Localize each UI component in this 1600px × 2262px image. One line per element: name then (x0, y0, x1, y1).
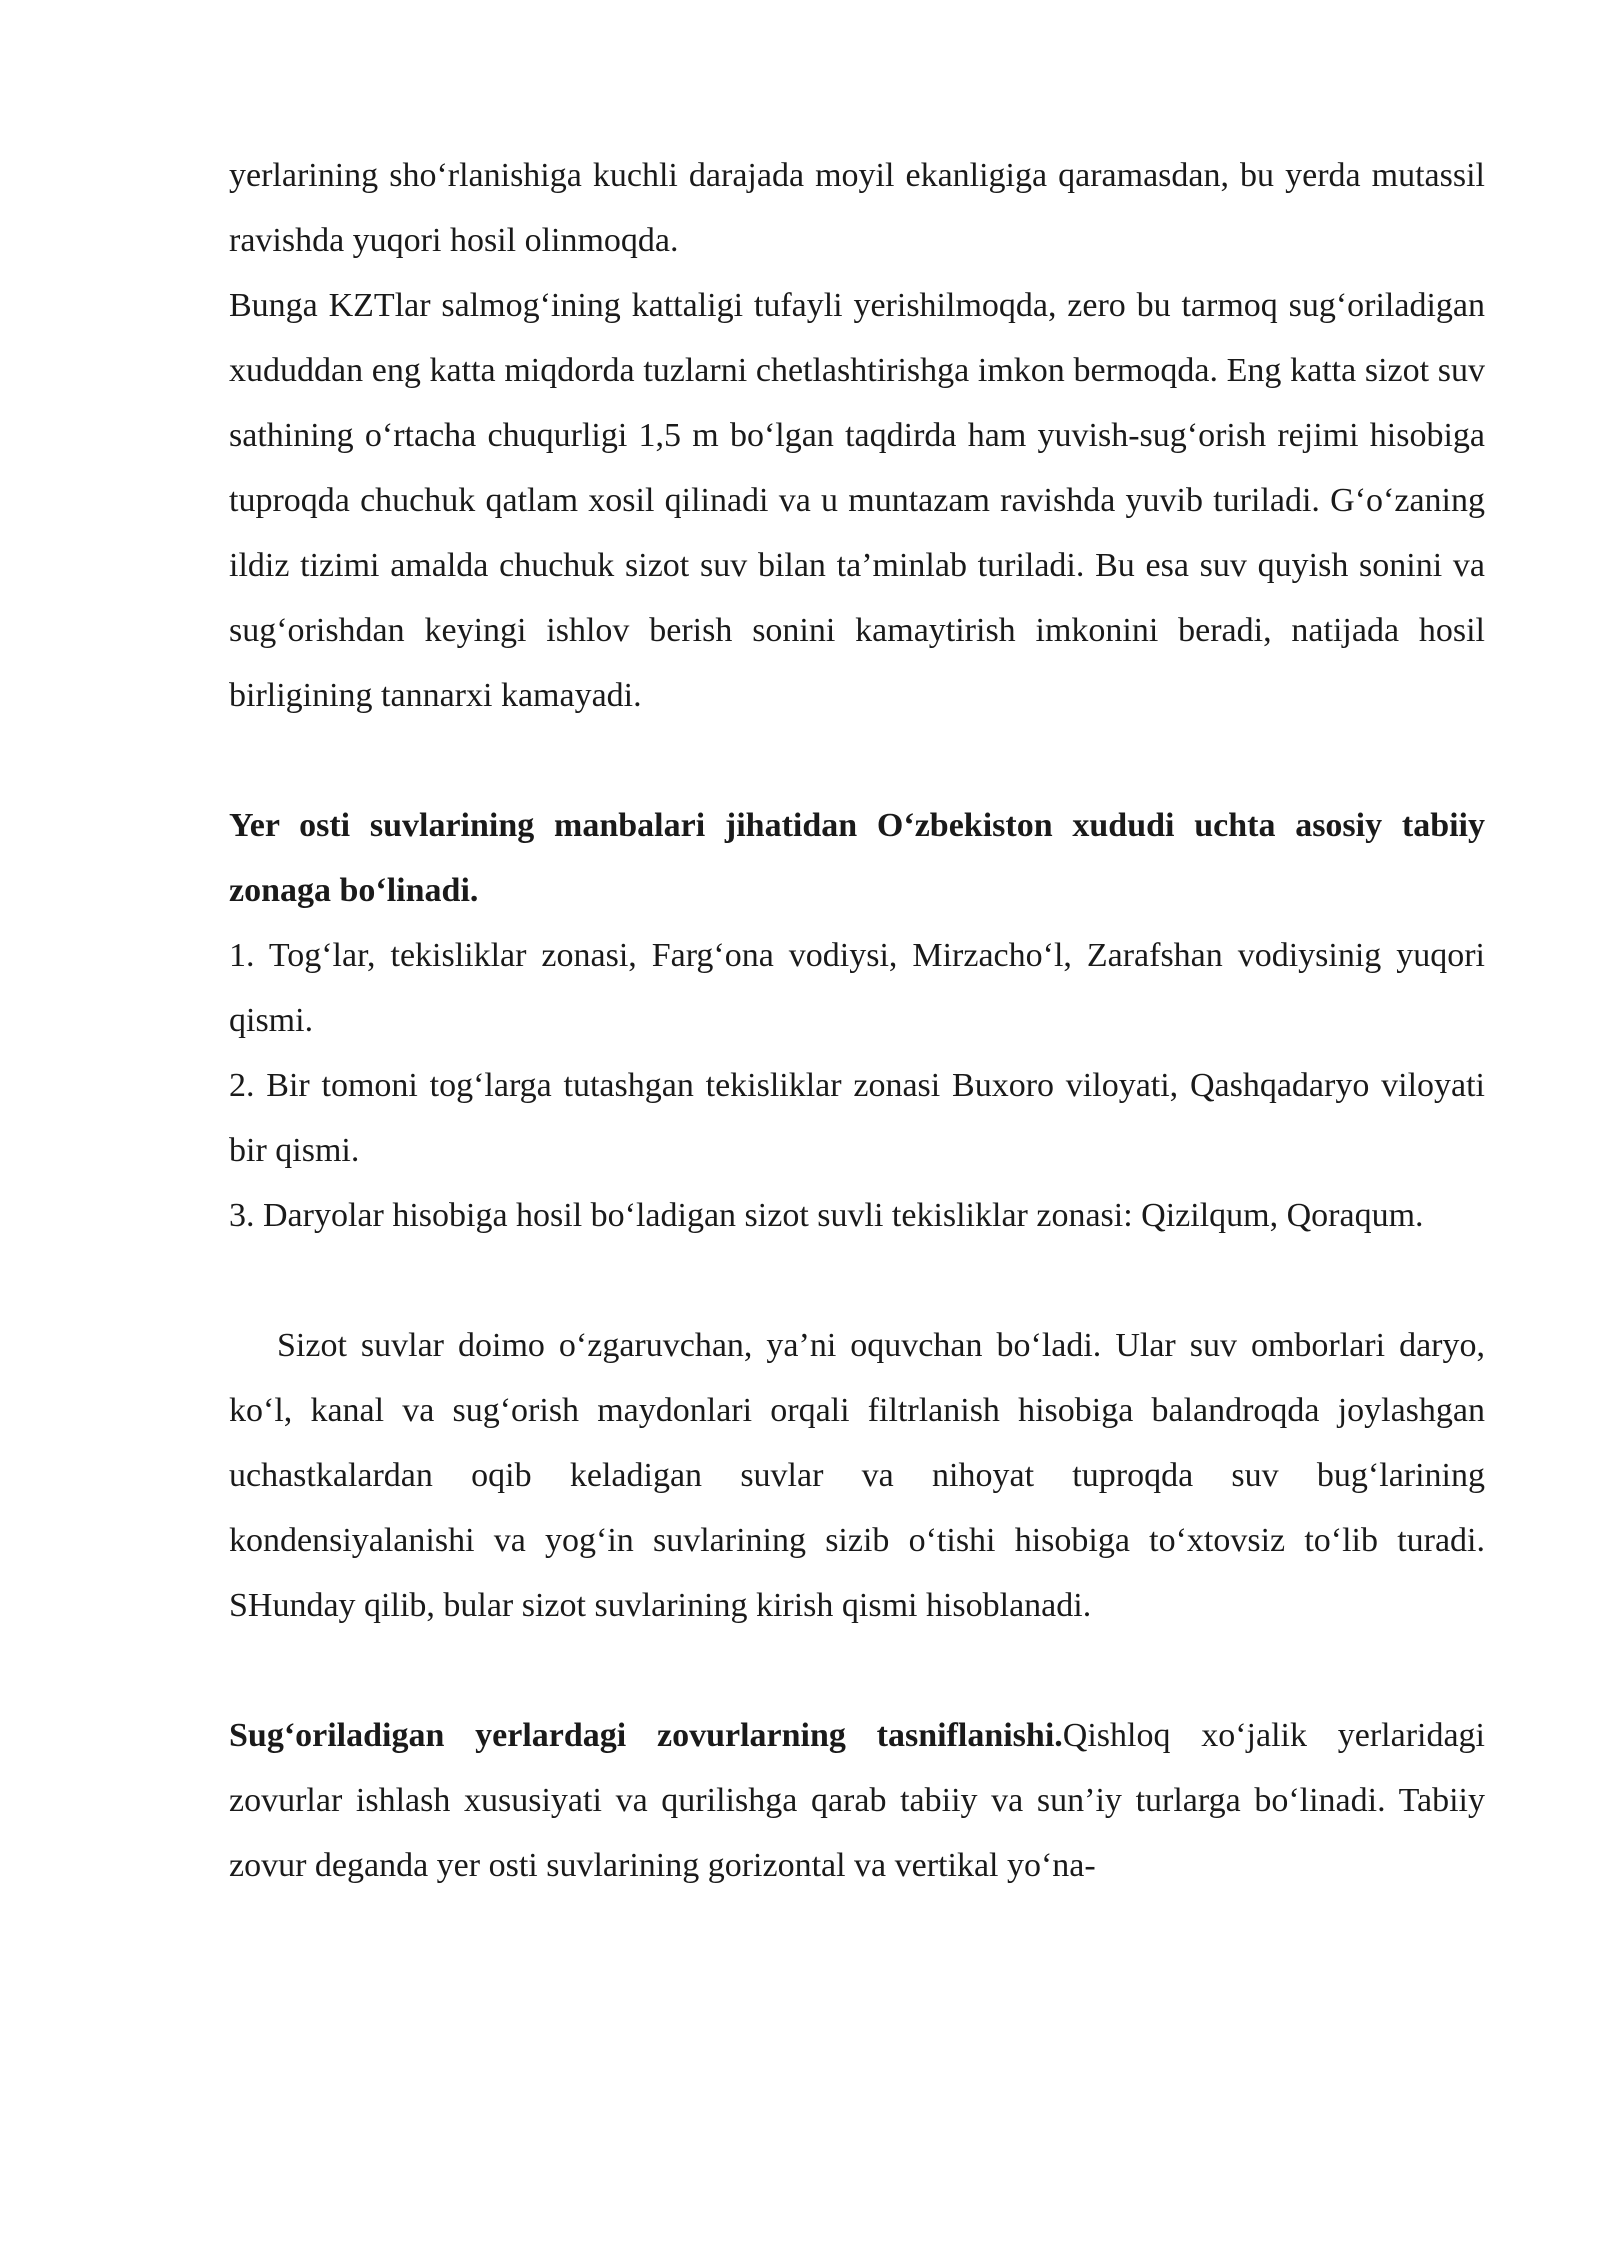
page-body (229, 143, 1485, 1898)
list-item-zone-2: 2. Bir tomoni tog‘larga tutashgan tekisliklar zonasi Buxoro viloyati, Qashqadaryo viloyati bir qismi. (229, 1067, 1485, 1169)
heading-drain-classification: Sug‘oriladigan yerlardagi zovurlarning tasniflanishi. (229, 1717, 1063, 1754)
paragraph-drain-classification (229, 1703, 1485, 1898)
drain-classification-text: Qishloq xo‘jalik yerlaridagi zovurlar ishlash xususiyati va qurilishga qarab tabiiy va sun’iy turlarga bo‘linadi. Tabiiy zovur deganda yer osti suvlarining gorizontal va vertikal yo‘na- (229, 1717, 1485, 1884)
paragraph-salinity: yerlarining sho‘rlanishiga kuchli darajada moyil ekanligiga qaramasdan, bu yerda mutassil ravishda yuqori hosil olinmoqda. (229, 157, 1485, 259)
paragraph-groundwater-sources: Sizot suvlar doimo o‘zgaruvchan, ya’ni oquvchan bo‘ladi. Ular suv omborlari daryo, ko‘l, kanal va sug‘orish maydonlari orqali filtrlanish hisobiga balandroqda joylashgan uchastkalardan oqib keladigan suvlar va nihoyat tuproqda suv bug‘larining kondensiyalanishi va yog‘in suvlarining sizib o‘tishi hisobiga to‘xtovsiz to‘lib turadi. SHunday qilib, bular sizot suvlarining kirish qismi hisoblanadi. (229, 1327, 1485, 1624)
list-item-zone-3: 3. Daryolar hisobiga hosil bo‘ladigan sizot suvli tekisliklar zonasi: Qizilqum, Qoraqum. (229, 1197, 1424, 1234)
list-item-zone-1: 1. Tog‘lar, tekisliklar zonasi, Farg‘ona vodiysi, Mirzacho‘l, Zarafshan vodiysinig yuqori qismi. (229, 937, 1485, 1039)
paragraph-gap (229, 728, 1485, 793)
paragraph-gap (229, 1638, 1485, 1703)
paragraph-gap (229, 1248, 1485, 1313)
paragraph-kzt: Bunga KZTlar salmog‘ining kattaligi tufayli yerishilmoqda, zero bu tarmoq sug‘oriladigan xududdan eng katta miqdorda tuzlarni chetlashtirishga imkon bermoqda. Eng katta sizot suv sathining o‘rtacha chuqurligi 1,5 m bo‘lgan taqdirda ham yuvish-sug‘orish rejimi hisobiga tuproqda chuchuk qatlam xosil qilinadi va u muntazam ravishda yuvib turiladi. G‘o‘zaning ildiz tizimi amalda chuchuk sizot suv bilan ta’minlab turiladi. Bu esa suv quyish sonini va sug‘orishdan keyingi ishlov berish sonini kamaytirish imkonini beradi, natijada hosil birligining tannarxi kamayadi. (229, 287, 1485, 714)
heading-groundwater-zones: Yer osti suvlarining manbalari jihatidan O‘zbekiston xududi uchta asosiy tabiiy zonaga bo‘linadi. (229, 807, 1485, 909)
